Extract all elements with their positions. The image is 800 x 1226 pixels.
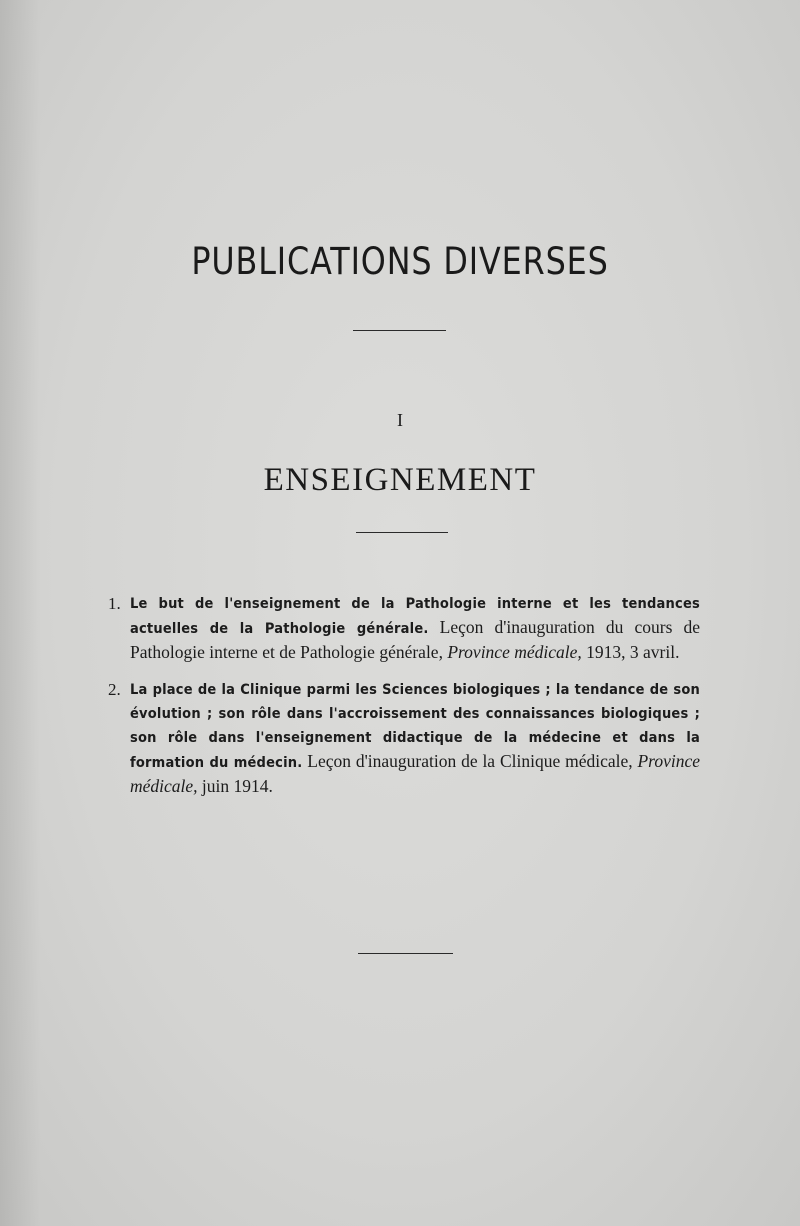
entry-journal: Province médicale, [447,642,582,662]
divider-rule-bottom [358,953,453,954]
entry-number: 1. [108,594,121,613]
entry-title: La place de la Clinique parmi les Sciences biologiques ; la tendance de son évolution ; son rôle dans l'accroissement des connaissances biologiques ; son rôle dans l'enseignement didactique de la médecine et dans la formation du médecin. [130,682,700,771]
entry-date: juin 1914. [197,776,273,796]
entry-number: 2. [108,680,121,699]
section-number: I [397,410,403,430]
entry-journal: Province médicale, [130,751,700,796]
divider-rule-top [353,330,446,331]
entry-title: Le but de l'enseignement de la Pathologie interne et les tendances actuelles de la Pathologie générale. [130,596,700,637]
section-title: ENSEIGNEMENT [263,462,537,498]
entry-description: Leçon d'inauguration de la Clinique médicale, [302,751,638,771]
entry-description: Leçon d'inauguration du cours de Pathologie interne et de Pathologie générale, [130,617,700,662]
page-title: PUBLICATIONS DIVERSES [191,240,609,283]
page-edge-shadow [0,0,40,1226]
divider-rule-middle [356,532,448,533]
publication-entry-2 [108,678,700,799]
publication-entry-1 [108,592,700,665]
entry-date: 1913, 3 avril. [581,642,680,662]
